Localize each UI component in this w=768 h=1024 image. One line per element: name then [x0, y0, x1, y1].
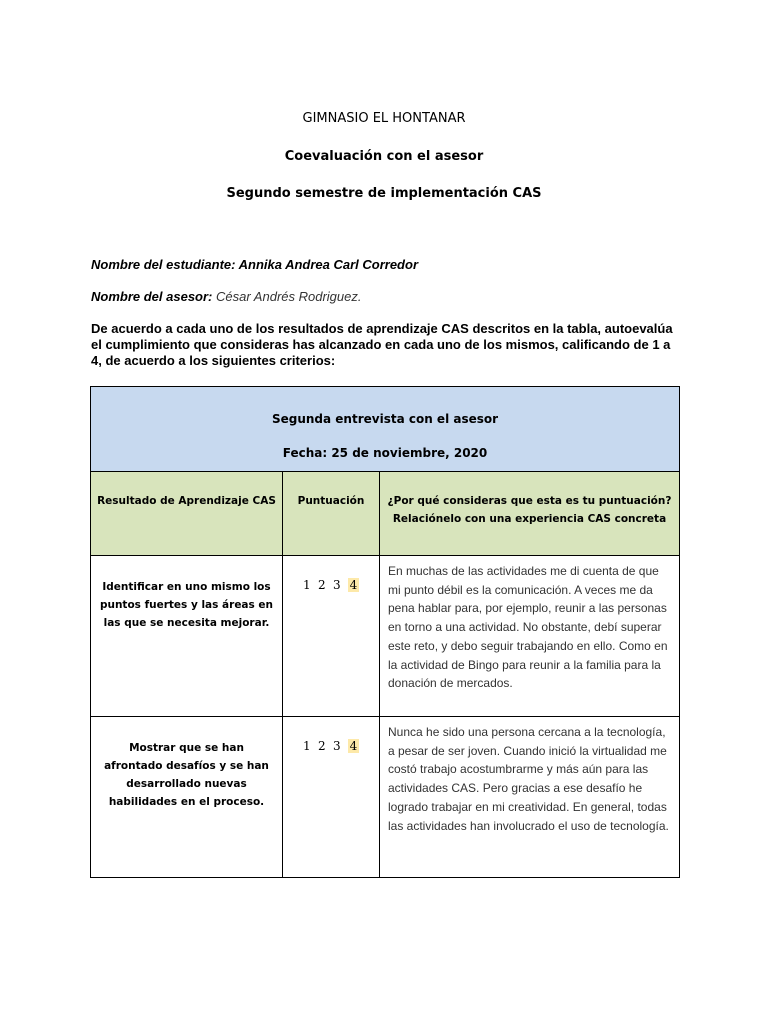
column-header-reason: ¿Por qué consideras que esta es tu puntuación? Relaciónelo con una experiencia CAS concreta — [380, 472, 680, 556]
table-title: Segunda entrevista con el asesor — [271, 412, 499, 426]
score-option-selected: 4 — [349, 578, 358, 592]
student-info — [91, 257, 418, 272]
table-row — [91, 717, 680, 878]
score-cell — [283, 717, 380, 878]
column-header-score: Puntuación — [283, 472, 380, 556]
score-option-selected: 4 — [349, 739, 358, 753]
student-name: Annika Andrea Carl Corredor — [238, 257, 419, 272]
score-option: 3 — [333, 578, 341, 592]
advisor-label: Nombre del asesor: — [91, 289, 216, 304]
table-date: Fecha: 25 de noviembre, 2020 — [282, 446, 488, 460]
advisor-info — [91, 289, 361, 304]
outcome-cell: Mostrar que se han afrontado desafíos y se han desarrollado nuevas habilidades en el proceso. — [91, 717, 283, 878]
score-option: 3 — [333, 739, 341, 753]
score-option: 1 — [303, 739, 311, 753]
table-title-cell — [91, 387, 680, 472]
reason-cell: En muchas de las actividades me di cuenta de que mi punto débil es la comunicación. A veces me da pena hablar para, por ejemplo, reunir a las personas en torno a una actividad. No obstante, debí superar este reto, y debo seguir trabajando en ello. Como en la actividad de Bingo para reunir a la familia para la donación de mercados. — [380, 556, 680, 717]
outcome-cell: Identificar en uno mismo los puntos fuertes y las áreas en las que se necesita mejorar. — [91, 556, 283, 717]
score-option: 2 — [318, 578, 326, 592]
student-label: Nombre del estudiante: — [91, 257, 239, 272]
document-subtitle: Coevaluación con el asesor — [284, 149, 484, 164]
reason-cell: Nunca he sido una persona cercana a la tecnología, a pesar de ser joven. Cuando inició la virtualidad me costó trabajo acostumbrarme y más aún para las actividades CAS. Pero gracias a ese desafío he logrado trabajar en mi creatividad. En general, todas las actividades han involucrado el uso de tecnología. — [380, 717, 680, 878]
school-name: GIMNASIO EL HONTANAR — [302, 111, 466, 126]
table-row — [91, 556, 680, 717]
score-cell — [283, 556, 380, 717]
score-option: 2 — [318, 739, 326, 753]
column-header-outcome: Resultado de Aprendizaje CAS — [91, 472, 283, 556]
evaluation-table — [90, 386, 680, 878]
instructions-text: De acuerdo a cada uno de los resultados de aprendizaje CAS descritos en la tabla, autoevalúa el cumplimiento que consideras has alcanzado en cada uno de los mismos, calificando de 1 a 4, de acuerdo a los siguientes criterios: — [91, 321, 673, 368]
advisor-name: César Andrés Rodriguez. — [216, 289, 362, 304]
score-option: 1 — [303, 578, 311, 592]
semester-title: Segundo semestre de implementación CAS — [226, 186, 542, 201]
